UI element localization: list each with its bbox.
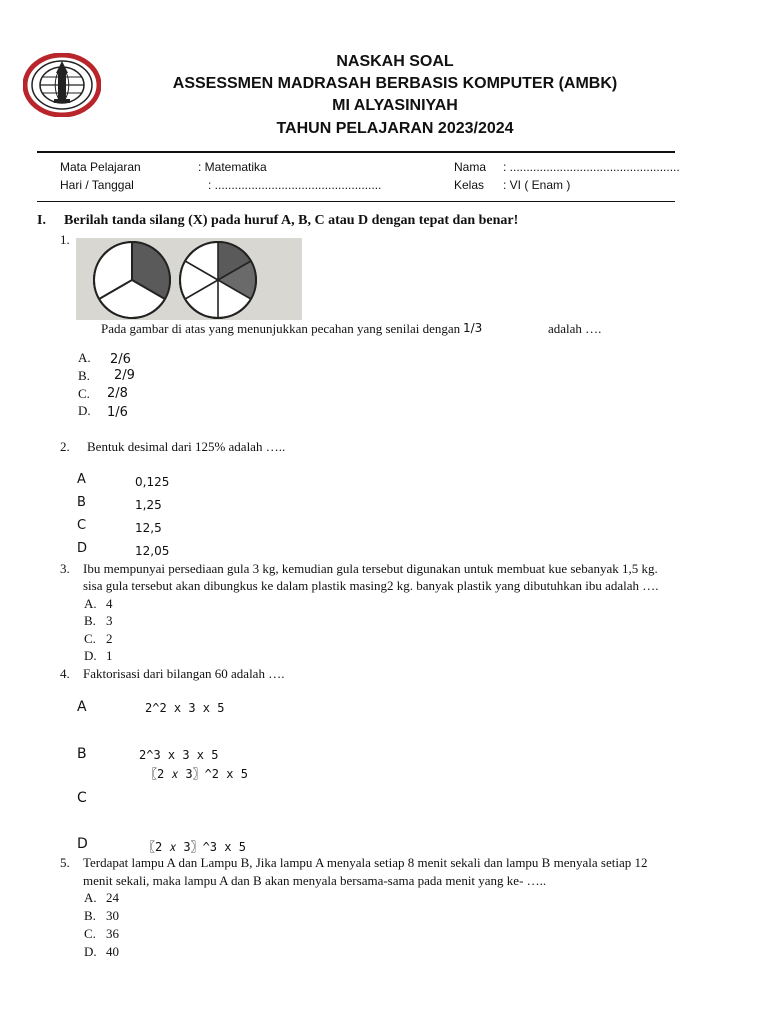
q4-option-b[interactable]: 2^3 x 3 x 5 [139, 748, 219, 762]
q3-option-d[interactable]: 1 [106, 648, 113, 663]
q4-option-c[interactable]: 〖2 𝑥 3〗^2 x 5 [145, 767, 248, 781]
q5-option-d[interactable]: 40 [106, 944, 119, 959]
section-number: I. [37, 213, 46, 228]
academic-year: TAHUN PELAJARAN 2023/2024 [276, 120, 514, 137]
q2-option-d[interactable]: 12,05 [135, 544, 170, 558]
q1-number: 1. [60, 232, 70, 247]
q1-tail: adalah …. [548, 321, 602, 336]
q3-option-a-letter: A. [84, 596, 97, 611]
q4-option-a-letter: A [77, 699, 87, 715]
q2-text: Bentuk desimal dari 125% adalah ….. [87, 439, 286, 454]
q1-text: Pada gambar di atas yang menunjukkan pecahan yang senilai dengan [101, 321, 461, 336]
q1-option-d-letter: D. [78, 403, 91, 418]
q5-text-line1: Terdapat lampu A dan Lampu B, Jika lampu A menyala setiap 8 menit sekali dan lampu B menyala setiap 12 [83, 855, 648, 870]
q1-fraction: 1/3 [463, 321, 483, 335]
q2-option-b[interactable]: 1,25 [135, 498, 162, 512]
q2-option-c[interactable]: 12,5 [135, 521, 162, 535]
q3-text-line1: Ibu mempunyai persediaan gula 3 kg, kemudian gula tersebut digunakan untuk membuat kue sebanyak 1,5 kg. [83, 561, 658, 576]
q4-number: 4. [60, 666, 70, 681]
subject-value: : Matematika [198, 160, 267, 174]
exam-name: ASSESSMEN MADRASAH BERBASIS KOMPUTER (AMBK) [172, 75, 618, 92]
q3-option-b-letter: B. [84, 613, 96, 628]
q3-option-a[interactable]: 4 [106, 596, 113, 611]
q3-option-c[interactable]: 2 [106, 631, 113, 646]
q3-option-d-letter: D. [84, 648, 97, 663]
q2-option-b-letter: B [77, 495, 86, 510]
q4-option-a[interactable]: 2^2 x 3 x 5 [145, 701, 225, 715]
q3-option-b[interactable]: 3 [106, 613, 113, 628]
q1-option-a[interactable]: 2/6 [110, 352, 131, 367]
q5-option-a-letter: A. [84, 890, 97, 905]
q3-option-c-letter: C. [84, 631, 96, 646]
fraction-circles-icon [76, 238, 302, 320]
q5-text-line2: menit sekali, maka lampu A dan B akan menyala bersama-sama pada menit yang ke- ….. [83, 873, 547, 888]
date-label: Hari / Tanggal [60, 178, 134, 192]
q3-number: 3. [60, 561, 70, 576]
q5-option-c-letter: C. [84, 926, 96, 941]
info-top-rule [37, 151, 675, 153]
q5-option-c[interactable]: 36 [106, 926, 119, 941]
q5-option-b[interactable]: 30 [106, 908, 119, 923]
q3-text-line2: sisa gula tersebut akan dibungkus ke dalam plastik masing2 kg. banyak plastik yang dibutuhkan ibu adalah …. [83, 578, 659, 593]
name-label: Nama [454, 160, 487, 174]
q1-option-c-letter: C. [78, 386, 90, 401]
class-label: Kelas [454, 178, 485, 192]
q2-option-a[interactable]: 0,125 [135, 475, 170, 489]
q2-number: 2. [60, 439, 70, 454]
q1-option-d[interactable]: 1/6 [107, 405, 128, 420]
name-field[interactable]: : ................................................... [503, 160, 680, 174]
q2-option-c-letter: C [77, 518, 87, 533]
section-instruction: Berilah tanda silang (X) pada huruf A, B, C atau D dengan tepat dan benar! [64, 213, 519, 228]
q4-option-d[interactable]: 〖2 𝑥 3〗^3 x 5 [143, 840, 246, 854]
q5-number: 5. [60, 855, 70, 870]
q4-option-c-letter: C [77, 790, 87, 806]
q5-option-d-letter: D. [84, 944, 97, 959]
q1-option-b-letter: B. [78, 368, 90, 383]
school-name: MI ALYASINIYAH [332, 97, 458, 114]
q4-option-b-letter: B [77, 746, 87, 762]
q5-option-a[interactable]: 24 [106, 890, 119, 905]
q2-option-a-letter: A [77, 472, 86, 487]
info-bottom-rule [37, 201, 675, 202]
q1-option-b[interactable]: 2/9 [114, 368, 135, 383]
doc-title: NASKAH SOAL [336, 53, 454, 70]
fraction-circles-image [76, 238, 302, 320]
q4-text: Faktorisasi dari bilangan 60 adalah …. [83, 666, 285, 681]
q4-option-d-letter: D [77, 836, 88, 852]
subject-label: Mata Pelajaran [60, 160, 141, 174]
q1-option-c[interactable]: 2/8 [107, 386, 128, 401]
q2-option-d-letter: D [77, 541, 88, 556]
q5-option-b-letter: B. [84, 908, 96, 923]
date-field[interactable]: : .................................................. [208, 178, 382, 192]
q1-option-a-letter: A. [78, 350, 91, 365]
class-value: : VI ( Enam ) [503, 178, 571, 192]
